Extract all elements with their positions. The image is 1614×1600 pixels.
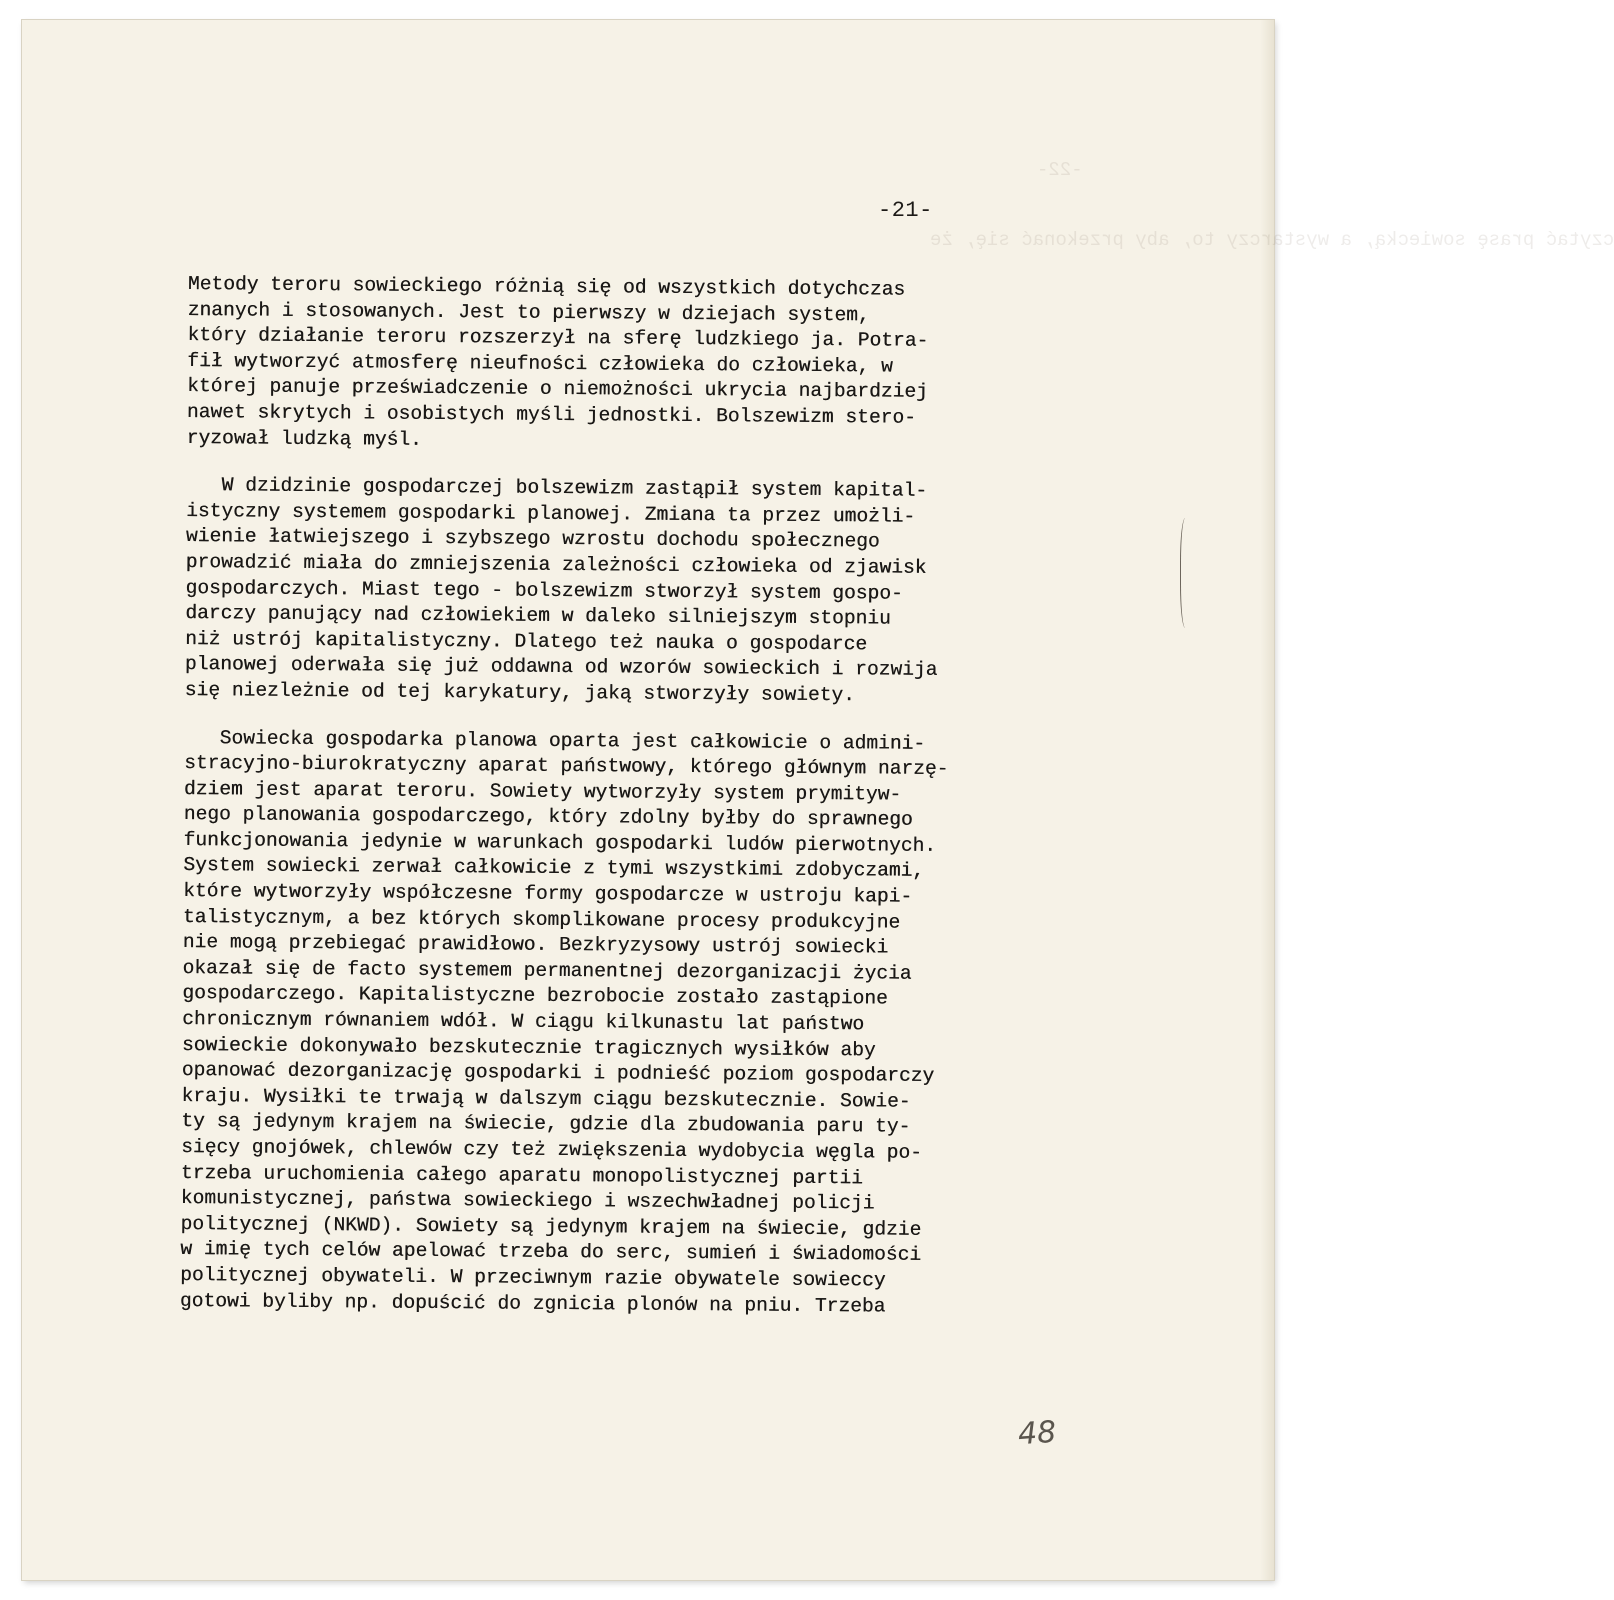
paragraph (180, 725, 1145, 1321)
text-line: sięcy gnojówek, chlewów czy też zwiększenia wydobycia węgla po- (181, 1135, 922, 1164)
text-line: które wytworzyły współczesne formy gospodarcze w ustroju kapi- (183, 880, 913, 908)
text-line: chronicznym równaniem wdół. W ciągu kilkunastu lat państwo (182, 1008, 865, 1036)
margin-bracket-mark (1180, 518, 1193, 628)
text-line: istyczny systemem gospodarki planowej. Zmiana ta przez umożli- (186, 499, 916, 528)
text-line: politycznej (NKWD). Sowiety są jedynym krajem na świecie, gdzie (180, 1212, 922, 1241)
text-line: niż ustrój kapitalistyczny. Dlatego też nauka o gospodarce (185, 627, 868, 656)
typed-body-text (180, 272, 1148, 1344)
text-line: nawet skrytych i osobistych myśli jednostki. Bolszewizm stero- (186, 400, 916, 429)
text-line: Sowiecka gospodarka planowa oparta jest całkowicie o admini- (184, 726, 926, 755)
text-line: politycznej obywateli. W przeciwnym razie obywatele sowieccy (180, 1263, 886, 1292)
text-line: znanych i stosowanych. Jest to pierwszy w dziejach system, (187, 298, 870, 326)
text-line: gospodarczych. Miast tego - bolszewizm stworzył system gospo- (185, 576, 903, 605)
bleed-through-text: czytać prasę sowiecką, a wystarczy (1226, 229, 1614, 251)
text-line: trzeba uruchomienia całego aparatu monopolistycznej partii (180, 1161, 863, 1189)
text-line: ryzował ludzką myśl. (186, 426, 422, 451)
text-line: planowej oderwała się już oddawna od wzorów sowieckich i rozwija (184, 653, 938, 682)
text-line: wienie łatwiejszego i szybszego wzrostu dochodu społecznego (185, 525, 880, 553)
text-line: kraju. Wysiłki te trwają w dalszym ciągu bezskutecznie. Sowie- (181, 1084, 911, 1113)
page-edge-shadow (1260, 20, 1274, 1580)
text-line: się niezleżnie od tej karykatury, jaką stworzyły sowiety. (184, 678, 856, 707)
text-line: W dzidzinie gospodarczej bolszewizm zastąpił system kapital- (186, 474, 928, 502)
text-line: gotowi byliby np. dopuścić do zgnicia plonów na pniu. Trzeba (179, 1289, 886, 1318)
text-line: dziem jest aparat teroru. Sowiety wytworzyły system prymityw- (183, 777, 902, 806)
text-line: System sowiecki zerwał całkowicie z tymi wszystkimi zdobyczami, (183, 854, 925, 883)
text-line: sowieckie dokonywało bezskutecznie tragicznych wysiłków aby (181, 1033, 876, 1062)
paragraph (187, 272, 1148, 459)
text-line: funkcjonowania jedynie w warunkach gospodarki ludów pierwotnych. (183, 828, 937, 857)
text-line: stracyjno-biurokratyczny aparat państwowy, którego głównym narzę- (184, 752, 949, 781)
text-line: gospodarczego. Kapitalistyczne bezrobocie zostało zastąpione (182, 982, 888, 1010)
handwritten-archive-number: 48 (1016, 1414, 1058, 1453)
text-line: nie mogą przebiegać prawidłowo. Bezkryzysowy ustrój sowiecki (182, 931, 889, 959)
text-line: darczy panujący nad człowiekiem w daleko silniejszym stopniu (185, 602, 891, 630)
text-line: talistycznym, a bez których skomplikowane procesy produkcyjne (182, 905, 901, 934)
text-line: fił wytworzyć atmosferę nieufności człowieka do człowieka, w (187, 349, 893, 378)
paragraph (185, 473, 1147, 711)
text-line: nego planowania gospodarczego, który zdolny byłby do sprawnego (183, 803, 913, 831)
text-line: okazał się de facto systemem permanentnej dezorganizacji życia (182, 956, 912, 985)
text-line: Metody teroru sowieckiego różnią się od wszystkich dotychczas (187, 272, 906, 301)
text-line: prowadzić miała do zmniejszenia zależności człowieka od zjawisk (185, 550, 927, 579)
text-line: który działanie teroru rozszerzył na sferę ludzkiego ja. Potra- (187, 324, 929, 353)
text-line: w imię tych celów apelować trzeba do serc, sumień i świadomości (180, 1238, 922, 1267)
text-line: komunistycznej, państwa sowieckiego i wszechwładnej policji (180, 1187, 875, 1215)
text-line: ty są jedynym krajem na świecie, gdzie dla zbudowania paru ty- (181, 1110, 911, 1139)
page-number: -21- (878, 198, 933, 223)
text-line: której panuje przeświadczenie o niemożności ukrycia najbardziej (187, 375, 928, 404)
text-line: opanować dezorganizację gospodarki i podnieść poziom gospodarczy (181, 1059, 935, 1088)
